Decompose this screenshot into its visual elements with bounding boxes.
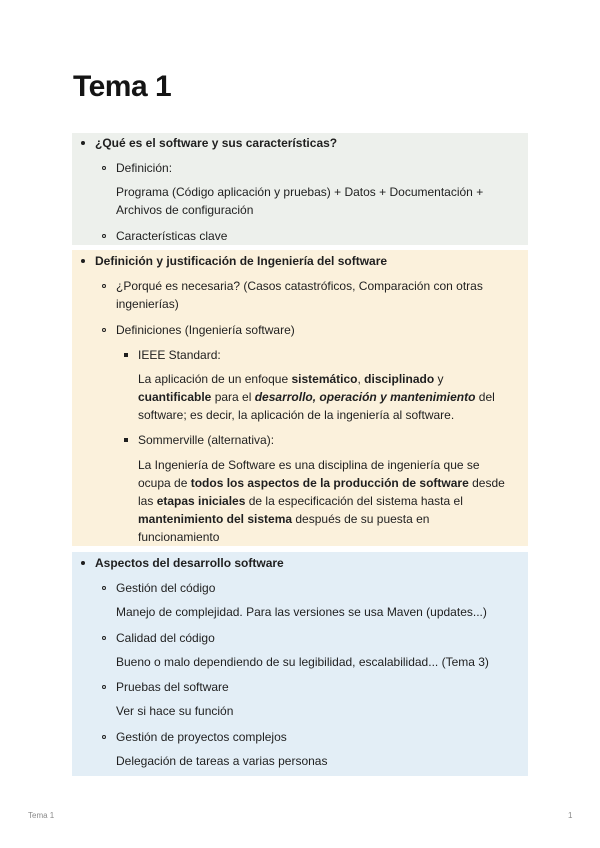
definition-text: software; es decir, la aplicación de la ingeniería al software. (138, 408, 455, 422)
bullet-circle (102, 234, 106, 238)
bullet-circle (102, 328, 106, 332)
list-item-label: Características clave (116, 229, 228, 243)
definition-text: funcionamiento (138, 530, 220, 544)
footer-doc-title: Tema 1 (28, 811, 55, 820)
definition-text: mantenimiento del sistema después de su puesta en (138, 512, 430, 526)
sublist-item-label: IEEE Standard: (138, 348, 221, 362)
list-item-text: Programa (Código aplicación y pruebas) + Datos + Documentación + (116, 185, 484, 199)
list-item-text: Ver si hace su función (116, 704, 234, 718)
list-item-label: Definición: (116, 161, 173, 175)
list-item-text: Manejo de complejidad. Para las versiones se usa Maven (updates...) (116, 605, 487, 619)
list-item-text: Archivos de configuración (116, 203, 254, 217)
list-item-text: Bueno o malo dependiendo de su legibilidad, escalabilidad... (Tema 3) (116, 655, 489, 669)
list-item-label: Definiciones (Ingeniería software) (116, 323, 295, 337)
footer-page-number: 1 (568, 811, 573, 820)
definition-text: cuantificable para el desarrollo, operación y mantenimiento del (138, 390, 495, 404)
definition-text: ocupa de todos los aspectos de la producción de software desde (138, 476, 505, 490)
bullet-circle (102, 166, 106, 170)
list-item-label: Gestión del código (116, 581, 216, 595)
bullet-disc (81, 259, 85, 263)
definition-text: La aplicación de un enfoque sistemático, disciplinado y (138, 372, 444, 386)
list-item-label: Pruebas del software (116, 680, 229, 694)
list-item-label: Gestión de proyectos complejos (116, 730, 287, 744)
bullet-circle (102, 284, 106, 288)
page-title: Tema 1 (73, 70, 172, 103)
section-heading: ¿Qué es el software y sus características? (95, 136, 338, 150)
definition-text: las etapas iniciales de la especificación del sistema hasta el (138, 494, 463, 508)
list-item-label: ingenierías) (116, 297, 179, 311)
bullet-circle (102, 636, 106, 640)
section-heading: Definición y justificación de Ingeniería del software (95, 254, 388, 268)
bullet-square (124, 353, 128, 357)
list-item-label: ¿Porqué es necesaria? (Casos catastróficos, Comparación con otras (116, 279, 483, 293)
bullet-circle (102, 586, 106, 590)
bullet-disc (81, 141, 85, 145)
bullet-square (124, 438, 128, 442)
bullet-circle (102, 685, 106, 689)
section-heading: Aspectos del desarrollo software (95, 556, 284, 570)
list-item-label: Calidad del código (116, 631, 215, 645)
list-item-text: Delegación de tareas a varias personas (116, 754, 328, 768)
definition-text: La Ingeniería de Software es una disciplina de ingeniería que se (138, 458, 480, 472)
bullet-disc (81, 561, 85, 565)
bullet-circle (102, 735, 106, 739)
sublist-item-label: Sommerville (alternativa): (138, 433, 275, 447)
